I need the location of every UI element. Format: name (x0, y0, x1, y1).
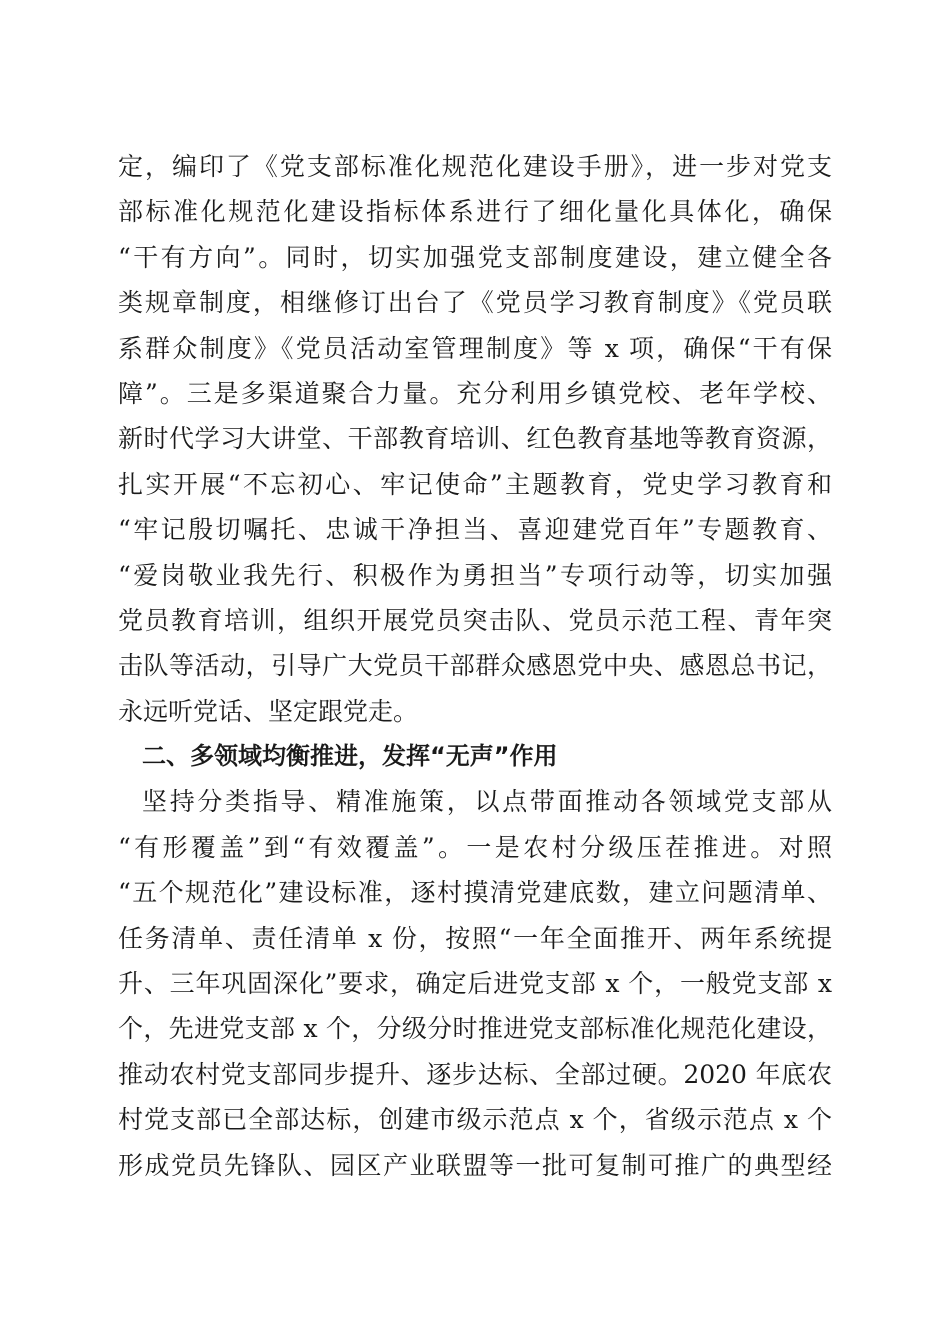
text-line: 任务清单、责任清单 x 份，按照“一年全面推开、两年系统提 (118, 923, 832, 953)
text-line: 形成党员先锋队、园区产业联盟等一批可复制可推广的典型经 (118, 1150, 832, 1180)
paragraph-section-2 (118, 779, 832, 1188)
text-line: 党员教育培训，组织开展党员突击队、党员示范工程、青年突 (118, 605, 832, 635)
document-body (118, 144, 832, 1188)
paragraph-continued (118, 144, 832, 734)
text-line: “五个规范化”建设标准，逐村摸清党建底数，建立问题清单、 (118, 878, 832, 908)
text-line: 扎实开展“不忘初心、牢记使命”主题教育，党史学习教育和 (118, 469, 832, 499)
text-line: 部标准化规范化建设指标体系进行了细化量化具体化，确保 (118, 197, 832, 227)
section-heading: 二、多领域均衡推进，发挥“无声”作用 (142, 742, 558, 771)
text-line: “牢记殷切嘱托、忠诚干净担当、喜迎建党百年”专题教育、 (118, 515, 832, 545)
text-line: “干有方向”。同时，切实加强党支部制度建设，建立健全各 (118, 242, 832, 272)
text-line: “有形覆盖”到“有效覆盖”。一是农村分级压茬推进。对照 (118, 832, 832, 862)
text-line: 定，编印了《党支部标准化规范化建设手册》，进一步对党支 (118, 152, 832, 181)
text-line: 障”。三是多渠道聚合力量。充分利用乡镇党校、老年学校、 (118, 378, 832, 408)
text-line: 升、三年巩固深化”要求，确定后进党支部 x 个，一般党支部 x (118, 969, 832, 999)
text-line: 类规章制度，相继修订出台了《党员学习教育制度》《党员联 (118, 288, 832, 318)
text-line: 坚持分类指导、精准施策，以点带面推动各领域党支部从 (142, 787, 832, 817)
text-line: 永远听党话、坚定跟党走。 (118, 696, 419, 726)
text-line: 村党支部已全部达标，创建市级示范点 x 个，省级示范点 x 个 (118, 1105, 832, 1135)
text-line: 系群众制度》《党员活动室管理制度》等 x 项，确保“干有保 (118, 333, 832, 363)
text-line: 推动农村党支部同步提升、逐步达标、全部过硬。2020 年底农 (118, 1059, 832, 1089)
text-line: 新时代学习大讲堂、干部教育培训、红色教育基地等教育资源， (118, 424, 832, 454)
text-line: “爱岗敬业我先行、积极作为勇担当”专项行动等，切实加强 (118, 560, 832, 590)
text-line: 个，先进党支部 x 个，分级分时推进党支部标准化规范化建设， (118, 1014, 832, 1044)
text-line: 击队等活动，引导广大党员干部群众感恩党中央、感恩总书记， (118, 651, 832, 681)
